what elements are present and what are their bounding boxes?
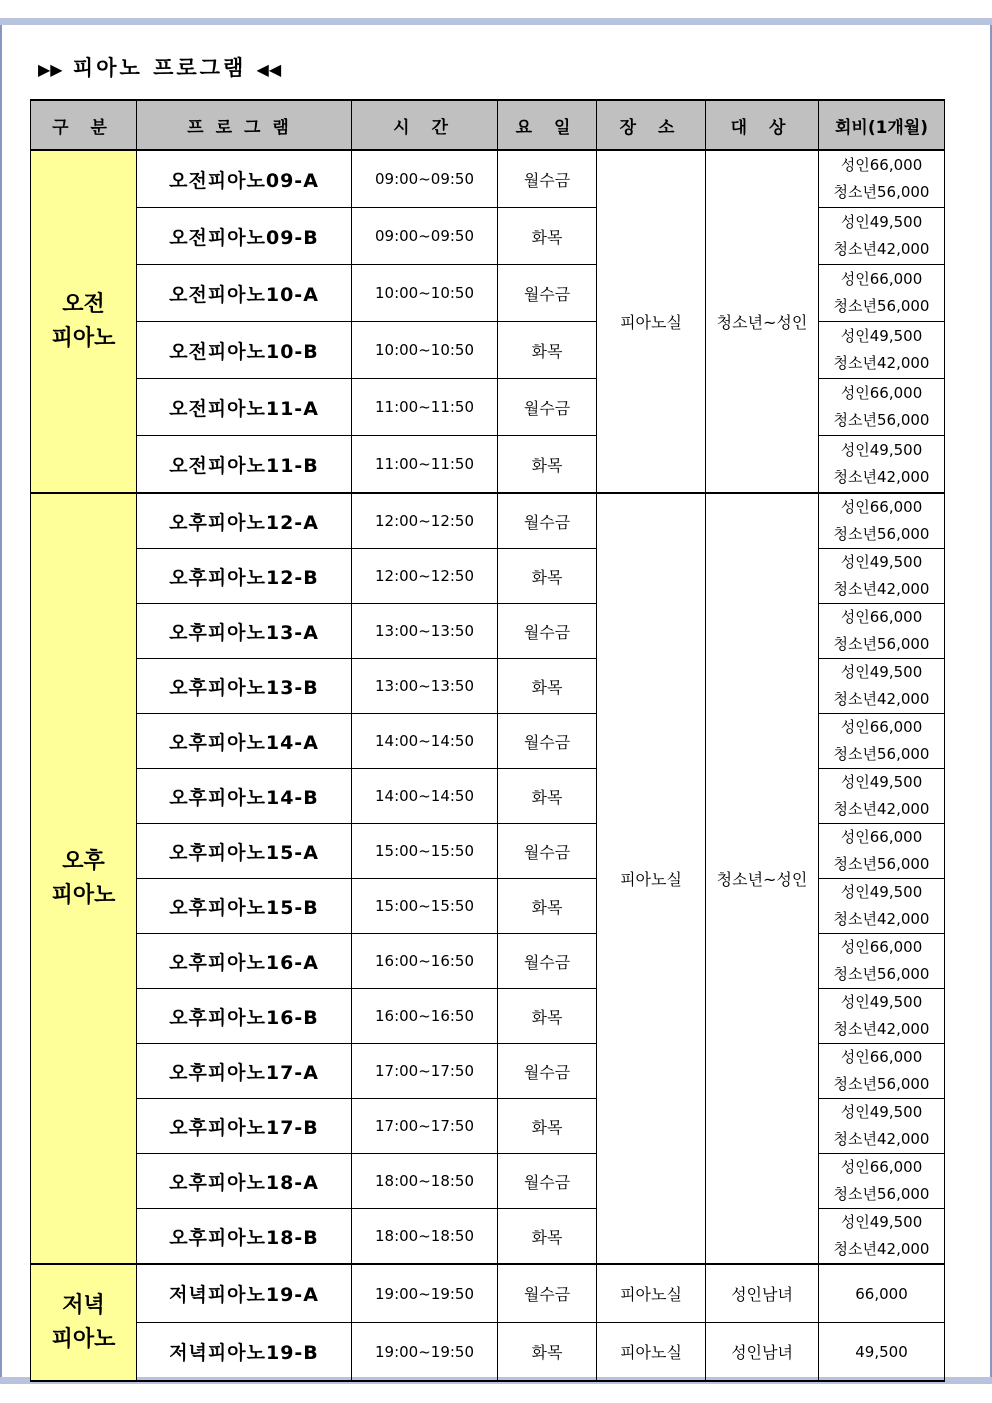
title-left-marker-icon: ▶▶ xyxy=(38,60,63,79)
program-time: 13:00~13:50 xyxy=(352,659,498,714)
program-time: 17:00~17:50 xyxy=(352,1044,498,1099)
program-name: 오후피아노12-B xyxy=(137,549,352,604)
program-day: 월수금 xyxy=(498,1154,597,1209)
program-target: 청소년~성인 xyxy=(706,150,819,493)
program-time: 16:00~16:50 xyxy=(352,989,498,1044)
program-name: 오전피아노11-B xyxy=(137,436,352,494)
fee-youth: 청소년56,000 xyxy=(833,855,930,873)
category-evening xyxy=(31,1264,137,1381)
program-name: 오전피아노10-B xyxy=(137,322,352,379)
fee-youth: 청소년42,000 xyxy=(833,354,930,372)
program-day: 월수금 xyxy=(498,265,597,322)
program-fee xyxy=(819,714,945,769)
program-time: 18:00~18:50 xyxy=(352,1154,498,1209)
fee-adult: 성인49,500 xyxy=(840,993,923,1011)
fee-youth: 청소년42,000 xyxy=(833,1020,930,1038)
category-label: 저녁 xyxy=(62,1292,105,1318)
program-day: 화목 xyxy=(498,879,597,934)
program-time: 15:00~15:50 xyxy=(352,824,498,879)
header-category: 구 분 xyxy=(31,100,137,150)
fee-adult: 성인66,000 xyxy=(840,718,923,736)
program-fee xyxy=(819,436,945,494)
program-fee: 49,500 xyxy=(819,1323,945,1382)
program-fee xyxy=(819,1044,945,1099)
fee-adult: 성인49,500 xyxy=(840,553,923,571)
header-program: 프로그램 xyxy=(137,100,352,150)
program-time: 11:00~11:50 xyxy=(352,379,498,436)
program-name: 오후피아노13-B xyxy=(137,659,352,714)
program-fee xyxy=(819,265,945,322)
program-name: 저녁피아노19-B xyxy=(137,1323,352,1382)
program-fee xyxy=(819,604,945,659)
fee-adult: 성인66,000 xyxy=(840,270,923,288)
program-fee xyxy=(819,379,945,436)
program-day: 월수금 xyxy=(498,604,597,659)
program-name: 오후피아노16-B xyxy=(137,989,352,1044)
program-time: 14:00~14:50 xyxy=(352,769,498,824)
fee-youth: 청소년42,000 xyxy=(833,580,930,598)
page-frame-left xyxy=(0,25,2,1377)
fee-adult: 성인49,500 xyxy=(840,1213,923,1231)
program-fee xyxy=(819,493,945,549)
program-time: 15:00~15:50 xyxy=(352,879,498,934)
fee-adult: 성인49,500 xyxy=(840,441,923,459)
program-target: 성인남녀 xyxy=(706,1323,819,1382)
program-table xyxy=(30,99,945,1382)
program-day: 월수금 xyxy=(498,934,597,989)
fee-adult: 성인66,000 xyxy=(840,828,923,846)
program-location: 피아노실 xyxy=(597,150,706,493)
program-day: 월수금 xyxy=(498,150,597,208)
program-day: 화목 xyxy=(498,1209,597,1265)
program-day: 화목 xyxy=(498,1099,597,1154)
program-fee xyxy=(819,208,945,265)
program-time: 09:00~09:50 xyxy=(352,150,498,208)
program-time: 17:00~17:50 xyxy=(352,1099,498,1154)
program-name: 저녁피아노19-A xyxy=(137,1264,352,1323)
program-day: 화목 xyxy=(498,436,597,494)
program-name: 오후피아노14-A xyxy=(137,714,352,769)
fee-youth: 청소년56,000 xyxy=(833,297,930,315)
program-day: 화목 xyxy=(498,989,597,1044)
fee-youth: 청소년56,000 xyxy=(833,1185,930,1203)
fee-youth: 청소년56,000 xyxy=(833,635,930,653)
program-fee: 66,000 xyxy=(819,1264,945,1323)
program-name: 오후피아노15-A xyxy=(137,824,352,879)
program-fee xyxy=(819,934,945,989)
program-name: 오전피아노09-B xyxy=(137,208,352,265)
program-name: 오후피아노17-A xyxy=(137,1044,352,1099)
program-time: 12:00~12:50 xyxy=(352,493,498,549)
fee-youth: 청소년42,000 xyxy=(833,690,930,708)
program-fee xyxy=(819,1209,945,1265)
program-location: 피아노실 xyxy=(597,1323,706,1382)
program-target: 성인남녀 xyxy=(706,1264,819,1323)
program-day: 월수금 xyxy=(498,493,597,549)
program-name: 오전피아노10-A xyxy=(137,265,352,322)
fee-youth: 청소년42,000 xyxy=(833,1130,930,1148)
fee-youth: 청소년56,000 xyxy=(833,1075,930,1093)
table-row xyxy=(31,1264,945,1323)
page-frame-top xyxy=(0,18,992,25)
program-fee xyxy=(819,824,945,879)
program-fee xyxy=(819,989,945,1044)
header-time: 시 간 xyxy=(352,100,498,150)
program-fee xyxy=(819,659,945,714)
program-day: 화목 xyxy=(498,659,597,714)
title-text: 피아노 프로그램 xyxy=(72,56,247,80)
program-name: 오후피아노17-B xyxy=(137,1099,352,1154)
program-day: 화목 xyxy=(498,549,597,604)
program-time: 19:00~19:50 xyxy=(352,1264,498,1323)
fee-adult: 성인66,000 xyxy=(840,1048,923,1066)
fee-youth: 청소년42,000 xyxy=(833,1240,930,1258)
program-day: 월수금 xyxy=(498,714,597,769)
program-day: 월수금 xyxy=(498,824,597,879)
category-label: 피아노 xyxy=(51,1326,116,1352)
fee-youth: 청소년42,000 xyxy=(833,800,930,818)
program-day: 화목 xyxy=(498,208,597,265)
program-location: 피아노실 xyxy=(597,1264,706,1323)
program-name: 오후피아노18-A xyxy=(137,1154,352,1209)
fee-youth: 청소년42,000 xyxy=(833,240,930,258)
page-title xyxy=(38,52,281,84)
fee-youth: 청소년42,000 xyxy=(833,910,930,928)
fee-adult: 성인49,500 xyxy=(840,1103,923,1121)
fee-adult: 성인66,000 xyxy=(840,1158,923,1176)
category-afternoon xyxy=(31,493,137,1264)
program-day: 월수금 xyxy=(498,1264,597,1323)
category-label: 오전 xyxy=(62,291,105,317)
program-time: 16:00~16:50 xyxy=(352,934,498,989)
header-day: 요 일 xyxy=(498,100,597,150)
program-name: 오후피아노14-B xyxy=(137,769,352,824)
header-fee: 회비(1개월) xyxy=(819,100,945,150)
program-day: 월수금 xyxy=(498,1044,597,1099)
category-label: 피아노 xyxy=(51,325,116,351)
program-fee xyxy=(819,769,945,824)
program-fee xyxy=(819,879,945,934)
program-time: 12:00~12:50 xyxy=(352,549,498,604)
program-time: 18:00~18:50 xyxy=(352,1209,498,1265)
program-name: 오후피아노16-A xyxy=(137,934,352,989)
program-target: 청소년~성인 xyxy=(706,493,819,1264)
program-time: 13:00~13:50 xyxy=(352,604,498,659)
fee-adult: 성인49,500 xyxy=(840,883,923,901)
program-time: 19:00~19:50 xyxy=(352,1323,498,1382)
table-row xyxy=(31,150,945,208)
fee-youth: 청소년42,000 xyxy=(833,468,930,486)
table-row xyxy=(31,493,945,549)
program-time: 14:00~14:50 xyxy=(352,714,498,769)
fee-youth: 청소년56,000 xyxy=(833,965,930,983)
title-right-marker-icon: ◀◀ xyxy=(256,60,282,79)
program-time: 09:00~09:50 xyxy=(352,208,498,265)
program-name: 오전피아노11-A xyxy=(137,379,352,436)
fee-adult: 성인49,500 xyxy=(840,663,923,681)
fee-adult: 성인66,000 xyxy=(840,608,923,626)
header-target: 대 상 xyxy=(706,100,819,150)
program-time: 10:00~10:50 xyxy=(352,322,498,379)
program-fee xyxy=(819,1154,945,1209)
fee-youth: 청소년56,000 xyxy=(833,525,930,543)
program-day: 화목 xyxy=(498,322,597,379)
fee-adult: 성인49,500 xyxy=(840,213,923,231)
fee-adult: 성인66,000 xyxy=(840,156,923,174)
category-label: 피아노 xyxy=(51,882,116,908)
fee-youth: 청소년56,000 xyxy=(833,745,930,763)
program-name: 오후피아노13-A xyxy=(137,604,352,659)
program-day: 월수금 xyxy=(498,379,597,436)
fee-adult: 성인66,000 xyxy=(840,938,923,956)
header-location: 장 소 xyxy=(597,100,706,150)
program-location: 피아노실 xyxy=(597,493,706,1264)
fee-adult: 성인66,000 xyxy=(840,498,923,516)
program-name: 오전피아노09-A xyxy=(137,150,352,208)
fee-youth: 청소년56,000 xyxy=(833,411,930,429)
category-label: 오후 xyxy=(62,848,105,874)
program-fee xyxy=(819,549,945,604)
fee-adult: 성인66,000 xyxy=(840,384,923,402)
program-time: 11:00~11:50 xyxy=(352,436,498,494)
program-day: 화목 xyxy=(498,1323,597,1382)
fee-adult: 성인49,500 xyxy=(840,327,923,345)
program-name: 오후피아노12-A xyxy=(137,493,352,549)
category-morning xyxy=(31,150,137,493)
table-row xyxy=(31,1323,945,1382)
fee-youth: 청소년56,000 xyxy=(833,183,930,201)
program-fee xyxy=(819,322,945,379)
program-fee xyxy=(819,1099,945,1154)
program-time: 10:00~10:50 xyxy=(352,265,498,322)
program-name: 오후피아노15-B xyxy=(137,879,352,934)
program-fee xyxy=(819,150,945,208)
program-name: 오후피아노18-B xyxy=(137,1209,352,1265)
fee-adult: 성인49,500 xyxy=(840,773,923,791)
program-day: 화목 xyxy=(498,769,597,824)
table-header-row xyxy=(31,100,945,150)
